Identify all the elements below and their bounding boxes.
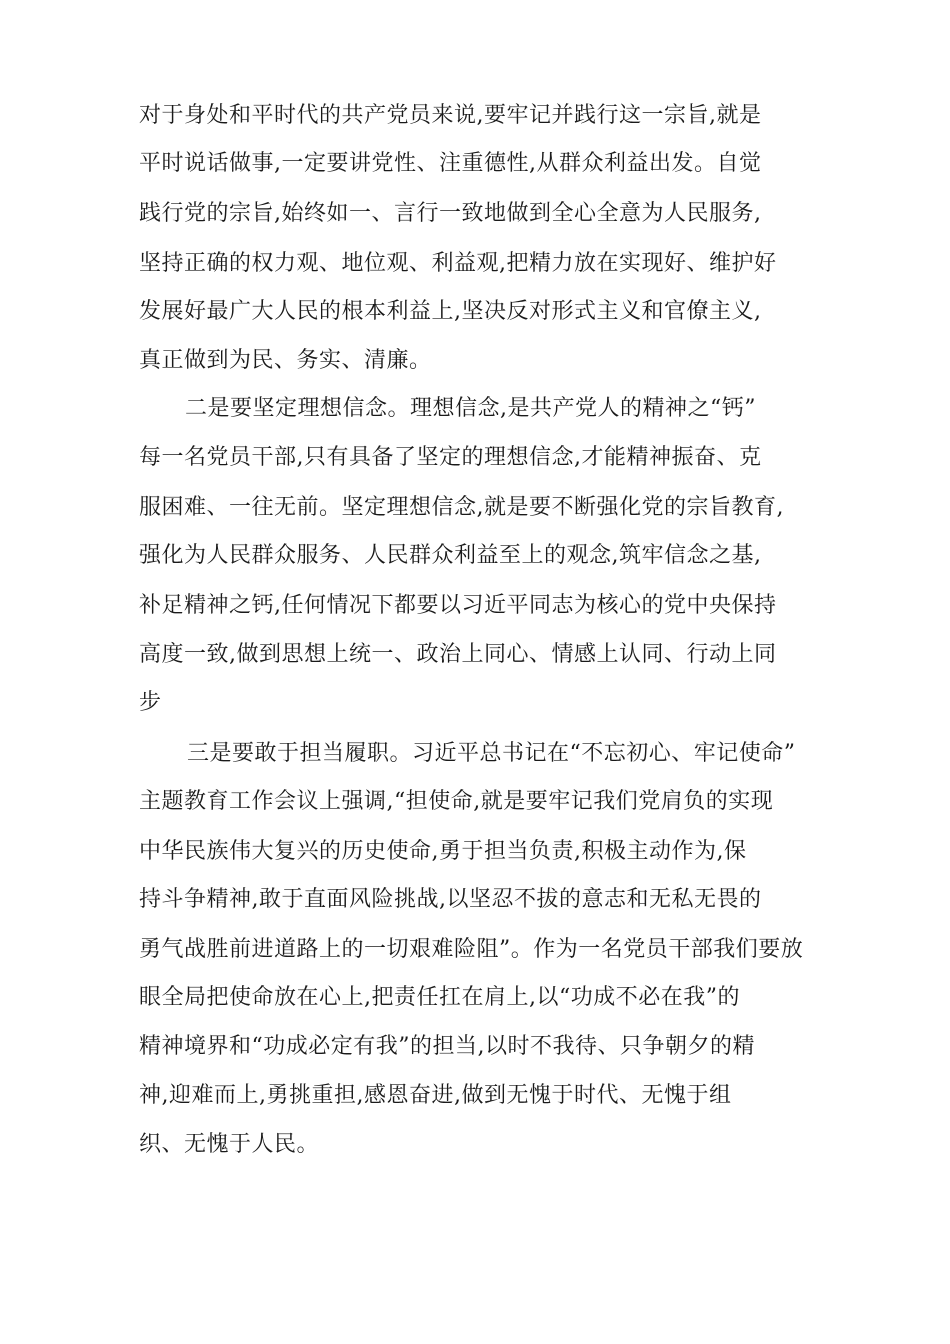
paragraph-2-line-4: 强化为人民群众服务、人民群众利益至上的观念,筑牢信念之基, (139, 543, 762, 568)
paragraph-1-line-4: 坚持正确的权力观、地位观、利益观,把精力放在实现好、维护好 (139, 251, 777, 276)
paragraph-1-line-3: 践行党的宗旨,始终如一、言行一致地做到全心全意为人民服务, (139, 201, 762, 226)
paragraph-1-line-2: 平时说话做事,一定要讲党性、注重德性,从群众利益出发。自觉 (139, 151, 762, 176)
paragraph-1-line-6: 真正做到为民、务实、清廉。 (139, 348, 432, 373)
paragraph-3-line-4: 持斗争精神,敢于直面风险挑战,以坚忍不拔的意志和无私无畏的 (139, 887, 762, 912)
paragraph-3-line-7: 精神境界和“功成必定有我”的担当,以时不我待、只争朝夕的精 (139, 1034, 755, 1059)
paragraph-2-line-7: 步 (139, 690, 162, 715)
paragraph-3-line-2: 主题教育工作会议上强调,“担使命,就是要牢记我们党肩负的实现 (139, 789, 774, 814)
paragraph-2-line-3: 服困难、一往无前。坚定理想信念,就是要不断强化党的宗旨教育, (139, 495, 784, 520)
paragraph-1-line-1: 对于身处和平时代的共产党员来说,要牢记并践行这一宗旨,就是 (139, 103, 762, 128)
paragraph-2-line-6: 高度一致,做到思想上统一、政治上同心、情感上认同、行动上同 (139, 642, 777, 667)
paragraph-2-line-1: 二是要坚定理想信念。理想信念,是共产党人的精神之“钙” (185, 396, 756, 421)
paragraph-2-line-2: 每一名党员干部,只有具备了坚定的理想信念,才能精神振奋、克 (139, 445, 762, 470)
paragraph-1-line-5: 发展好最广大人民的根本利益上,坚决反对形式主义和官僚主义, (139, 299, 762, 324)
paragraph-3-line-1: 三是要敢于担当履职。习近平总书记在“不忘初心、牢记使命” (187, 741, 796, 766)
paragraph-3-line-3: 中华民族伟大复兴的历史使命,勇于担当负责,积极主动作为,保 (139, 839, 747, 864)
paragraph-3-line-8: 神,迎难而上,勇挑重担,感恩奋进,做到无愧于时代、无愧于组 (139, 1083, 732, 1108)
paragraph-3-line-5: 勇气战胜前进道路上的一切艰难险阻”。作为一名党员干部我们要放 (139, 937, 804, 962)
paragraph-3-line-6: 眼全局把使命放在心上,把责任扛在肩上,以“功成不必在我”的 (139, 985, 740, 1010)
paragraph-3-line-9: 织、无愧于人民。 (139, 1132, 320, 1157)
paragraph-2-line-5: 补足精神之钙,任何情况下都要以习近平同志为核心的党中央保持 (139, 593, 777, 618)
